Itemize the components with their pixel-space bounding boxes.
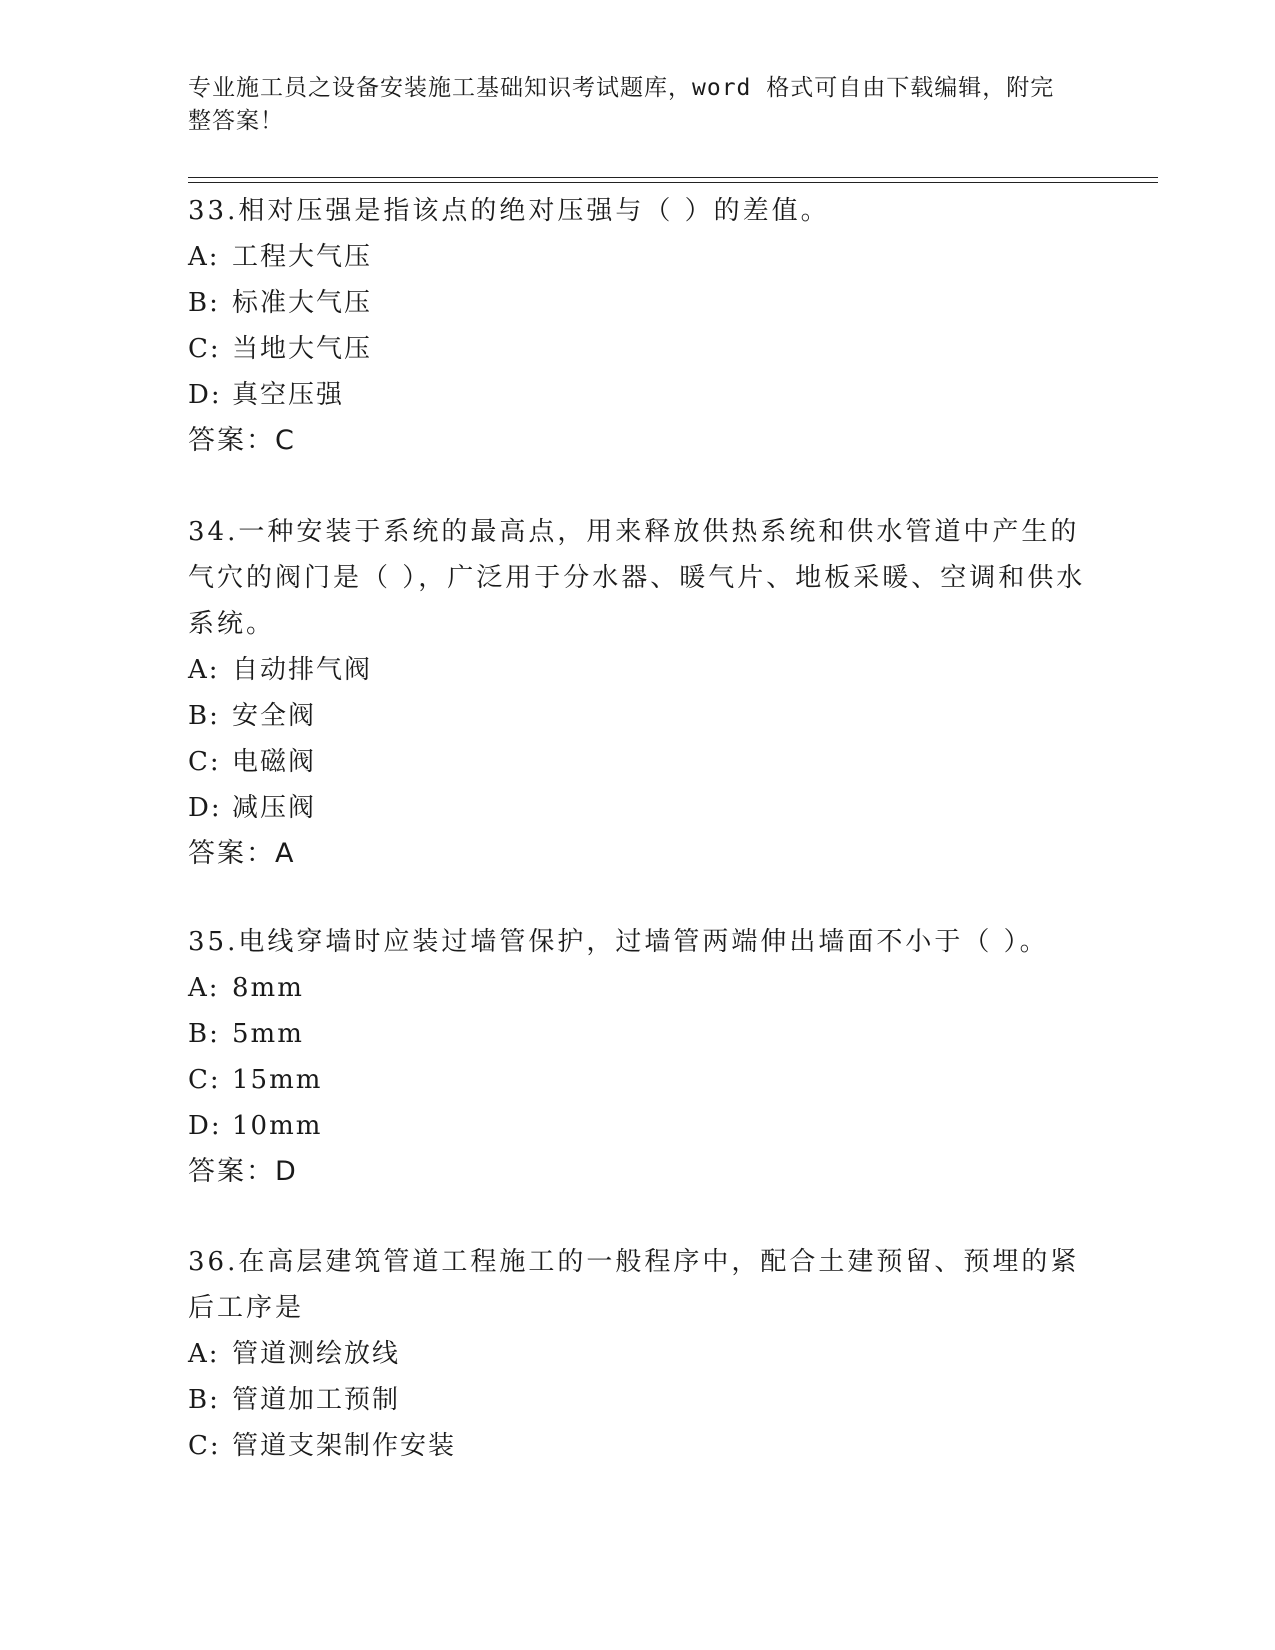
option-letter: B: [188, 701, 220, 731]
option-text: 10mm [232, 1111, 323, 1141]
option-letter: B: [188, 1385, 220, 1415]
question-stem: 34.一种安装于系统的最高点，用来释放供热系统和供水管道中产生的气穴的阀门是（ ），广泛用于分水器、暖气片、地板采暖、空调和供水系统。 [188, 517, 1086, 639]
option-a [188, 234, 1088, 280]
option-letter: C: [188, 747, 221, 777]
option-a [188, 965, 1088, 1011]
option-letter: C: [188, 334, 221, 364]
option-text: 管道加工预制 [232, 1385, 401, 1415]
option-text: 15mm [232, 1065, 323, 1095]
option-letter: B: [188, 288, 220, 318]
option-text: 减压阀 [232, 793, 317, 823]
option-b [188, 1377, 1088, 1423]
option-text: 安全阀 [232, 701, 317, 731]
question-stem: 36.在高层建筑管道工程施工的一般程序中，配合土建预留、预埋的紧后工序是 [188, 1247, 1080, 1323]
question-stem: 33.相对压强是指该点的绝对压强与（ ）的差值。 [188, 196, 830, 226]
document-header: 专业施工员之设备安装施工基础知识考试题库，word 格式可自由下载编辑，附完整答案！ [188, 75, 1055, 134]
question-stem: 35.电线穿墙时应装过墙管保护，过墙管两端伸出墙面不小于（ ）。 [188, 927, 1049, 957]
option-letter: C: [188, 1431, 221, 1461]
question-35 [188, 919, 1088, 1195]
option-text: 管道测绘放线 [232, 1339, 401, 1369]
option-letter: A: [188, 973, 220, 1003]
option-text: 标准大气压 [232, 288, 373, 318]
option-d [188, 372, 1088, 418]
option-c [188, 1057, 1088, 1103]
option-c [188, 326, 1088, 372]
question-36 [188, 1239, 1088, 1469]
option-d [188, 785, 1088, 831]
answer-line: 答案：D [188, 1156, 298, 1187]
option-text: 真空压强 [232, 380, 345, 410]
option-text: 管道支架制作安装 [232, 1431, 457, 1461]
answer-line: 答案：A [188, 838, 296, 869]
option-a [188, 647, 1088, 693]
question-34 [188, 509, 1088, 877]
question-33 [188, 188, 1088, 464]
option-letter: A: [188, 655, 220, 685]
option-letter: D: [188, 793, 222, 823]
option-a [188, 1331, 1088, 1377]
header-rule-bottom [188, 182, 1158, 183]
header-rule-top [188, 177, 1158, 178]
option-b [188, 280, 1088, 326]
option-text: 当地大气压 [232, 334, 373, 364]
option-b [188, 693, 1088, 739]
option-letter: B: [188, 1019, 220, 1049]
option-text: 8mm [232, 973, 304, 1003]
answer-line: 答案：C [188, 425, 296, 456]
option-d [188, 1103, 1088, 1149]
option-text: 工程大气压 [232, 242, 373, 272]
option-text: 自动排气阀 [232, 655, 373, 685]
option-b [188, 1011, 1088, 1057]
option-letter: A: [188, 1339, 220, 1369]
option-letter: D: [188, 1111, 222, 1141]
option-text: 5mm [232, 1019, 304, 1049]
option-letter: D: [188, 380, 222, 410]
option-text: 电磁阀 [232, 747, 317, 777]
option-c [188, 739, 1088, 785]
option-letter: C: [188, 1065, 221, 1095]
option-c [188, 1423, 1088, 1469]
option-letter: A: [188, 242, 220, 272]
